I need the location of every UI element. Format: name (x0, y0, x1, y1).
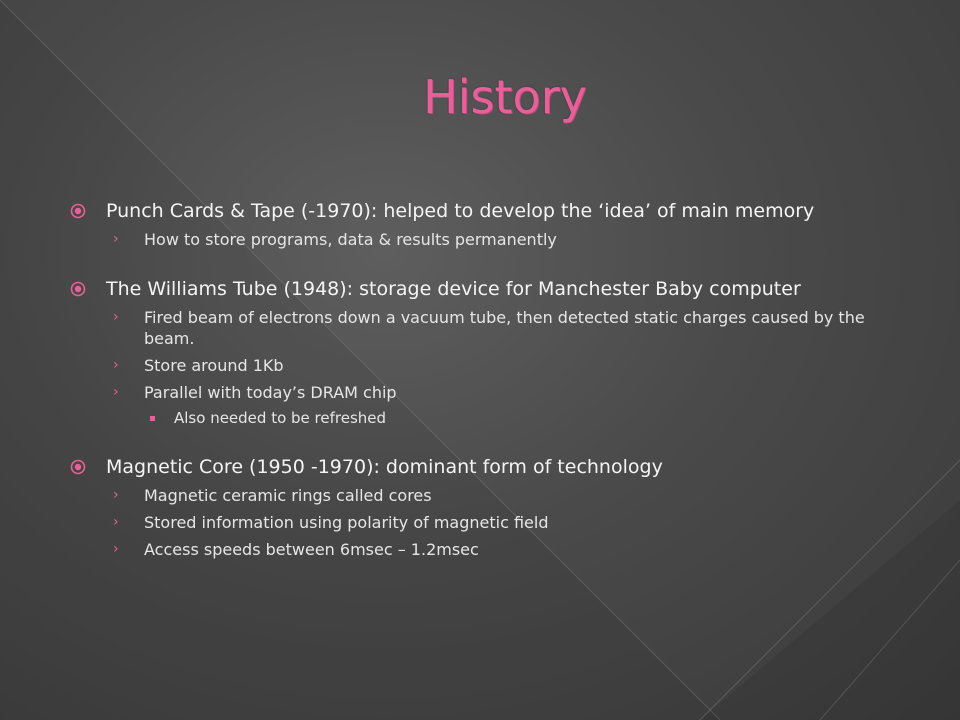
target-bullet-icon (70, 203, 86, 219)
sub-bullet-text: Parallel with today’s DRAM chip (144, 383, 397, 402)
sub-bullet (70, 307, 890, 349)
slide-title: History (423, 70, 587, 124)
chevron-right-icon: › (113, 514, 119, 530)
sub-bullet-text: Fired beam of electrons down a vacuum tube, then detected static charges caused by the beam. (144, 308, 865, 348)
sub-sub-bullet (70, 409, 890, 428)
chevron-right-icon: › (113, 384, 119, 400)
chevron-right-icon: › (113, 231, 119, 247)
chevron-right-icon: › (113, 357, 119, 373)
sub-bullet-text: How to store programs, data & results permanently (144, 230, 557, 249)
chevron-right-icon: › (113, 309, 119, 325)
sub-bullet-text: Stored information using polarity of magnetic field (144, 513, 549, 532)
bullet-text: Magnetic Core (1950 -1970): dominant form of technology (106, 456, 663, 478)
square-bullet-icon (150, 416, 155, 421)
sub-bullet (70, 355, 890, 376)
bullet-williams-tube (70, 278, 890, 301)
sub-bullet-text: Access speeds between 6msec – 1.2msec (144, 540, 479, 559)
sub-bullet (70, 539, 890, 560)
bullet-text: Punch Cards & Tape (-1970): helped to develop the ‘idea’ of main memory (106, 200, 815, 222)
bullet-text: The Williams Tube (1948): storage device for Manchester Baby computer (106, 278, 801, 300)
slide-content (70, 200, 890, 566)
bullet-magnetic-core (70, 456, 890, 479)
chevron-right-icon: › (113, 541, 119, 557)
sub-bullet-text: Store around 1Kb (144, 356, 284, 375)
target-bullet-icon (70, 459, 86, 475)
sub-bullet (70, 229, 890, 250)
sub-bullet-text: Magnetic ceramic rings called cores (144, 486, 432, 505)
sub-bullet (70, 485, 890, 506)
sub-bullet (70, 382, 890, 403)
target-bullet-icon (70, 281, 86, 297)
bullet-punch-cards (70, 200, 890, 223)
sub-bullet (70, 512, 890, 533)
chevron-right-icon: › (113, 487, 119, 503)
sub-sub-bullet-text: Also needed to be refreshed (174, 409, 387, 427)
